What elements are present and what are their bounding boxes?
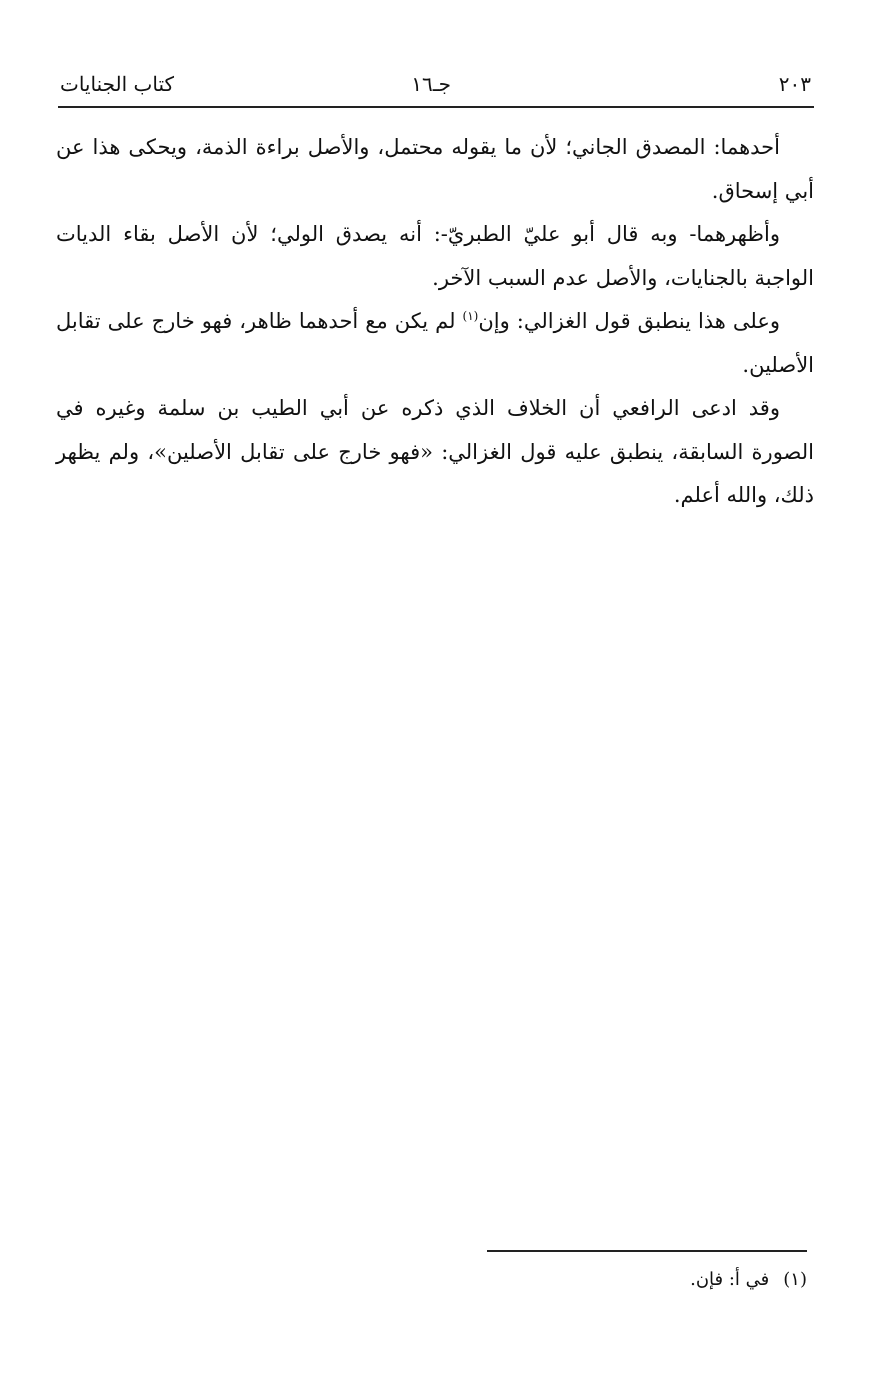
page-number: ٢٠٣ [778,72,811,96]
footnote-rule [487,1250,807,1252]
footnote-reference[interactable]: (١) [462,309,479,323]
paragraph-1: أحدهما: المصدق الجاني؛ لأن ما يقوله محتمل، والأصل براءة الذمة، ويحكى هذا عن أبي إسحاق. [56,135,814,203]
paragraph-3 [56,300,814,387]
main-text [56,126,814,518]
footnote-number: (١) [783,1269,807,1290]
book-title: كتاب الجنايات [60,72,175,96]
volume-number: جـ١٦ [411,72,451,96]
paragraph-4: وقد ادعى الرافعي أن الخلاف الذي ذكره عن أبي الطيب بن سلمة وغيره في الصورة السابقة، ينطبق عليه قول الغزالي: «فهو خارج على تقابل الأصلين»، ولم يظهر ذلك، والله أعلم. [56,396,814,507]
footnote [400,1265,807,1295]
header-rule [58,106,814,108]
running-header [60,66,811,102]
paragraph-3-text-start: وعلى هذا ينطبق قول الغزالي: وإن [478,309,781,333]
paragraph-2: وأظهرهما- وبه قال أبو عليّ الطبريّ-: أنه يصدق الولي؛ لأن الأصل بقاء الديات الواجبة بالجنايات، والأصل عدم السبب الآخر. [56,222,814,290]
paragraph-3-text-end: لم يكن مع أحدهما ظاهر، فهو خارج على تقابل الأصلين. [56,309,814,377]
footnote-text: في أ: فإن. [690,1269,770,1290]
